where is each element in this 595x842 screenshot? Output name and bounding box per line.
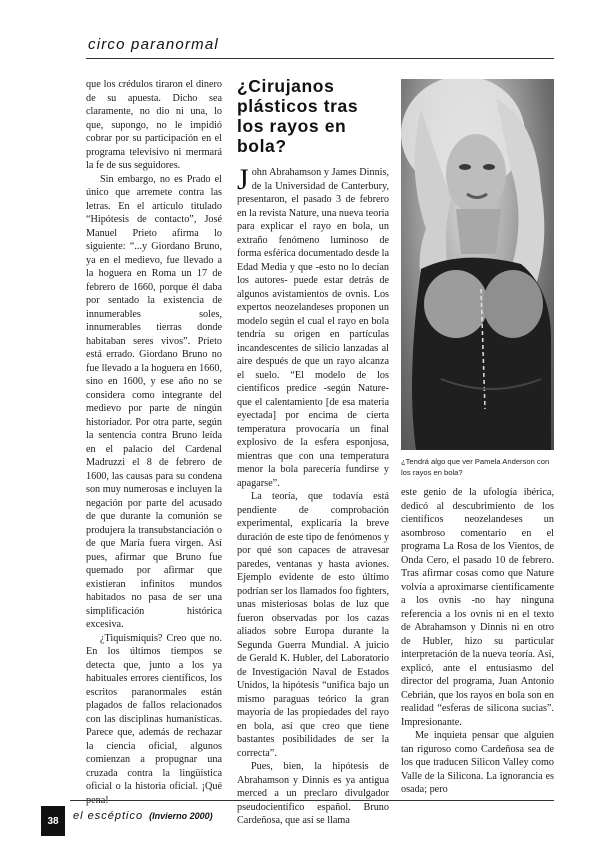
photo-portrait [401,79,554,450]
paragraph-text: ohn Abrahamson y James Dinnis, de la Universidad de Canterbury, presentaron, el pasado 3 de febrero en la revista Nature, una nueva teoría para explicar el rayo en bola, un extraño fenómeno luminoso de forma esférica documentado desde la Edad Media y que -esto no lo decían los autores- puede estar detrás de algunos avistamientos de ovnis. Los expertos neozelandeses proponen un modelo según el cual el rayo en bola tendría su origen en partículas incandescentes de silicio lanzadas al aire después de que un rayo alcanza el suelo. “El modelo de los científicos predice -según Nature- que el calentamiento [de esa materia eyectada] por encima de cierta temperatura provocaría un final explosivo de la esfera esponjosa, mientras que con una temperatura menor la bola parecería fundirse y apagarse”. [237,167,389,489]
magazine-name: el escéptico [73,810,144,822]
footer-divider [70,800,554,801]
header-divider [86,58,554,59]
section-title: circo paranormal [88,36,219,53]
paragraph: este genio de la ufología ibérica, dedicó al descubrimiento de los científicos neozelandeses un asombroso comentario en el programa La Rosa de los Vientos, de Onda Cero, el pasado 10 de febrero. Tras afirmar cosas como que Nature volvía a aproximarse científicamente a los ovnis -no hay ninguna referencia a los ovnis ni en el texto de Abrahamson y Dinnis ni en otro de Hubler, hizo su particular interpretación de la nueva teoría. Así, explicó, ante el entusiasmo del director del programa, Juan Antonio Cebrián, que los rayos en bola son en realidad “esferas de silicona sucias”. Impresionante. [401,487,554,728]
column-middle [237,163,389,828]
paragraph: Me inquieta pensar que alguien tan riguroso como Cardeñosa sea de los que traducen Silicon Valley como Valle de la Silicona. La ignorancia es osada; pero [401,730,554,795]
paragraph: ¿Tiquismiquis? Creo que no. En los últimos tiempos se detecta que, junto a los ya habituales errores científicos, los escritos paranormales están plagados de fallos relacionados con las disciplinas humanísticas. Parece que, además de rechazar la ciencia oficial, algunos comienzan a propugnar una cruzada contra la lingüística oficial o la historia oficial. ¡Qué pena! [86,632,222,806]
photo-caption: ¿Tendrá algo que ver Pamela Anderson con los rayos en bola? [401,457,550,477]
paragraph: La teoría, que todavía está pendiente de comprobación experimental, explicaría la breve duración de este tipo de fenómenos y por qué son capaces de atravesar paredes, ventanas y hasta aviones. Ejemplo evidente de esto último podrían ser los llamados foo fighters, unas misteriosas bolas de luz que fueron observadas por los cazas aliados sobre Europa durante la Segunda Guerra Mundial. A juicio de Gerald K. Hubler, del Laboratorio de Investigación Naval de Estados Unidos, la hipótesis “unifica bajo un mismo paraguas teórico la gran mayoría de las propiedades del rayo en bola, así que creo que tiene bastantes posibilidades de ser la correcta”. [237,491,389,759]
paragraph: Sin embargo, no es Prado el único que arremete contra las letras. En el artículo titulado “Hipótesis de contacto”, José Manuel Prieto afirma lo siguiente: “...y Giordano Bruno, ya en el medievo, fue llevado a la hoguera en Roma un 17 de febrero de 1660, porque él daba por sentado la existencia de innumerables soles, innumerables tierras donde habitaban seres vivos”. Prieto está errado. Giordano Bruno no fue llevado a la hoguera en 1660, sino en 1600, y ese año no se considera como integrante del medievo por parte de ningún historiador. Por otra parte, según la sentencia contra Bruno leída en el palacio del Cardenal Madruzzi el 8 de febrero de 1600, las causas para su condena son muy numerosas e incluyen la negación por parte del acusado de que durante la comunión se produjera la transubstanciación o de que María fuera virgen. Así pues, afirmar que Bruno fue quemado por afirmar que existieran infinitos mundos habitados no pasa de ser una simplificación histórica excesiva. [86,173,222,630]
column-left [86,78,222,807]
footer-magazine [73,810,213,822]
page-number: 38 [41,806,65,836]
issue-label: (Invierno 2000) [149,811,213,821]
article-title: ¿Cirujanos plásticos tras los rayos en bola? [237,76,359,156]
column-right [401,486,554,797]
drop-cap: J [237,163,249,196]
article-photo [401,79,554,450]
paragraph [237,163,389,490]
paragraph: que los crédulos tiraron el dinero de su apuesta. Dicho sea claramente, no dio ni una, lo que, supongo, no le impidió cobrar por su participación en el programa televisivo ni mermará la fe de sus seguidores. [86,79,222,171]
paragraph: Pues, bien, la hipótesis de Abrahamson y Dinnis es ya antigua merced a un preclaro divulgador pseudocientífico español. Bruno Cardeñosa, que así se llama [237,761,389,826]
